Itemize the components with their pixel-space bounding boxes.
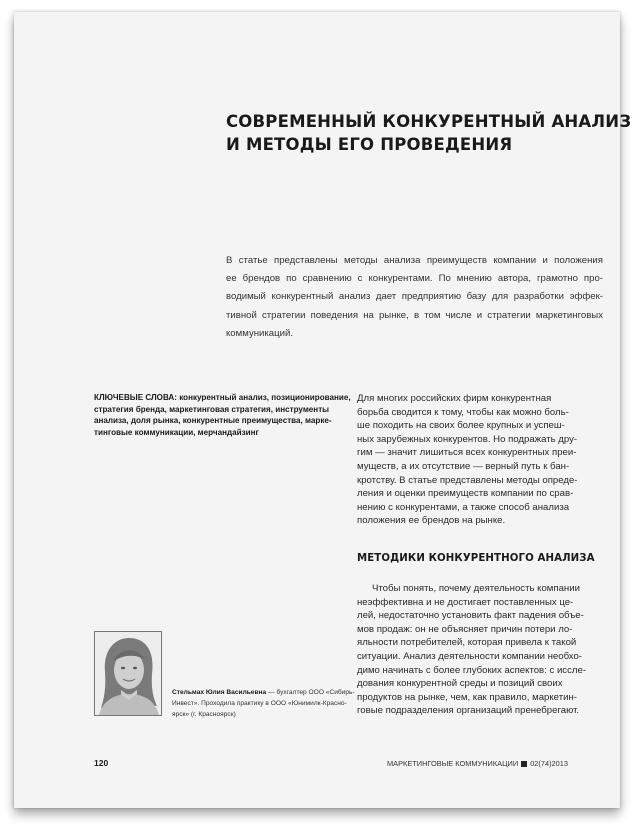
title-line: И МЕТОДЫ ЕГО ПРОВЕДЕНИЯ [226,135,513,154]
body-line: кротству. В статье представлены методы опреде- [357,474,578,486]
title-line: СОВРЕМЕННЫЙ КОНКУРЕНТНЫЙ АНАЛИЗ [226,112,632,131]
intro-paragraph [357,392,607,528]
issue-number: 02(74)2013 [530,759,568,768]
body-line: дования конкурентной среды и позиций своих [357,678,563,690]
body-line: неэффективна и не достигает поставленных це- [357,596,574,608]
body-line: нению с конкурентами, а также способ анализа [357,501,570,513]
body-line: муществ, а их отсутствие — верный путь к бан- [357,460,570,472]
body-line: мов продаж: он не объясняет причин потери ло- [357,623,573,635]
article-abstract [226,252,603,343]
keywords-line: тинговые коммуникации, мерчандайзинг [94,428,259,438]
keywords-block [94,392,351,439]
abstract-line: ее брендов по сравнению с конкурентами. По мнению автора, грамотно про- [226,273,603,285]
body-line: Чтобы понять, почему деятельность компании [372,583,580,594]
body-line: гим — значит лишиться всех конкурентных преи- [357,447,577,459]
journal-page [14,12,632,808]
keywords-line: стратегия бренда, маркетинговая стратегия, инструменты [94,404,330,414]
page-number: 120 [94,758,109,768]
keywords-line: анализа, доля рынка, конкурентные преимущества, марке- [94,416,332,426]
author-photo [94,631,162,716]
body-line: ше походить на своих более крупных и успеш- [357,420,565,432]
abstract-line: коммуникаций. [226,327,294,339]
article-title [226,110,632,156]
body-line: продуктов на рынке, чем, как правило, маркетин- [357,691,577,703]
author-position: — бухгалтер ООО «Сибирь- [266,689,355,696]
author-line [172,688,355,699]
body-line: Для многих российских фирм конкурентная [357,393,552,404]
body-line: ления и оценки преимуществ компании по срав- [357,488,574,500]
body-line: говые подразделения организаций пренебрегают. [357,705,580,717]
methods-paragraph [357,582,607,718]
journal-name: МАРКЕТИНГОВЫЕ КОММУНИКАЦИИ [387,759,519,768]
keywords-line: КЛЮЧЕВЫЕ СЛОВА: конкурентный анализ, позиционирование, [94,393,351,402]
body-line: ных зарубежных конкурентов. Но подражать дру- [357,433,578,445]
author-bio [172,688,355,720]
body-line: ситуации. Анализ деятельности компании необхо- [357,650,582,662]
section-heading: МЕТОДИКИ КОНКУРЕНТНОГО АНАЛИЗА [357,553,595,564]
abstract-line: В статье представлены методы анализа преимуществ компании и положения [226,255,603,266]
body-line: борьба сводится к тому, чтобы как можно боль- [357,406,569,418]
abstract-line: тивной стратегии поведения на рынке, в том числе и стратегии маркетинговых [226,309,603,321]
body-line: положения ее брендов на рынке. [357,515,506,527]
author-line: ярск» (г. Красноярск) [172,710,236,718]
abstract-line: водимый конкурентный анализ дает предприятию базу для разработки эффек- [226,291,603,303]
body-line: димо начинать с более глубоких аспектов: с иссле- [357,664,587,676]
square-bullet-icon [521,761,527,767]
author-portrait-icon [95,632,161,715]
body-line: яльности потребителей, которая привела к такой [357,637,577,649]
running-footer [387,759,568,768]
author-name: Стельмах Юлия Васильевна [172,689,267,696]
body-line: лей, недостаточно установить факт падения объе- [357,610,584,622]
author-line: Инвест». Проходила практику в ООО «Юнимилк-Красно- [172,699,347,707]
